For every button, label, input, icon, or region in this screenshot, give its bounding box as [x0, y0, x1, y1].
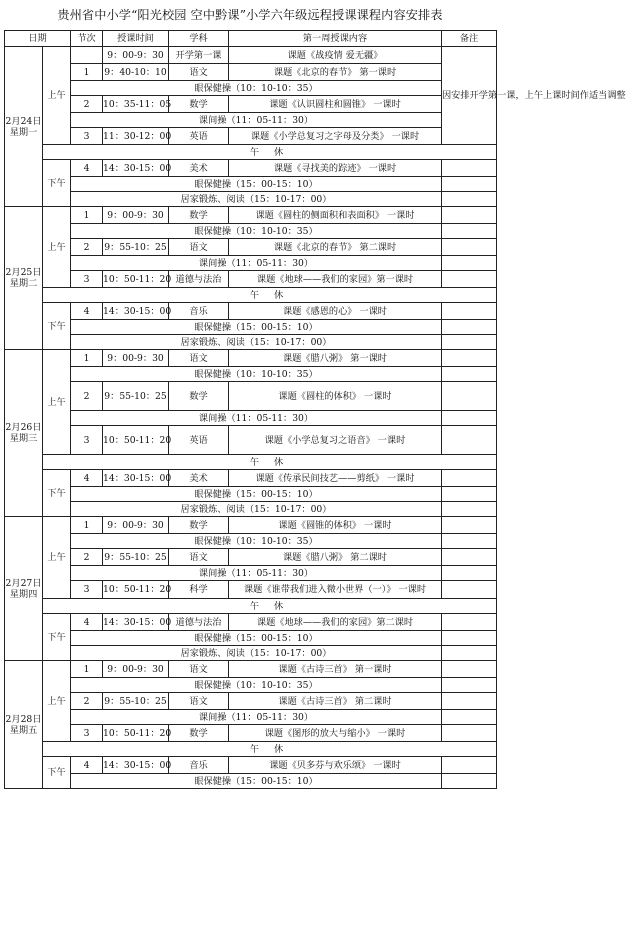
break-row [5, 320, 497, 335]
time-cell: 10：50-11：20 [103, 581, 169, 599]
subject-cell: 语文 [169, 64, 229, 81]
period-cell: 4 [71, 470, 103, 487]
time-cell: 9：00-9：30 [103, 207, 169, 224]
time-cell: 9：55-10：25 [103, 549, 169, 566]
header-period: 节次 [71, 31, 103, 47]
morning-label: 上午 [43, 207, 71, 288]
note-empty-cell [442, 239, 497, 256]
content-cell: 课题《图形的放大与缩小》 一课时 [229, 725, 442, 742]
break-row [5, 710, 497, 725]
afternoon-label: 下午 [43, 757, 71, 789]
note-empty-cell [442, 725, 497, 742]
break-row [5, 502, 497, 517]
lunch-label: 午 休 [43, 742, 497, 757]
content-cell: 课题《小学总复习之字母及分类》 一课时 [229, 128, 442, 145]
period-cell: 3 [71, 725, 103, 742]
content-cell: 课题《认识圆柱和圆锥》 一课时 [229, 96, 442, 113]
date-cell: 2月26日 星期三 [5, 350, 43, 517]
lesson-row [5, 757, 497, 774]
time-cell: 9：00-9：30 [103, 47, 169, 64]
note-empty-cell [442, 303, 497, 320]
content-cell: 课题《古诗三首》 第二课时 [229, 693, 442, 710]
break-row [5, 487, 497, 502]
page-title: 贵州省中小学“阳光校园 空中黔课”小学六年级远程授课课程内容安排表 [57, 8, 443, 22]
break-cell: 课间操（11：05-11：30） [71, 710, 442, 725]
morning-label: 上午 [43, 47, 71, 145]
break-cell: 眼保健操（10：10-10：35） [71, 367, 442, 382]
break-cell: 眼保健操（10：10-10：35） [71, 534, 442, 549]
subject-cell: 美术 [169, 470, 229, 487]
date-cell: 2月28日 星期五 [5, 661, 43, 789]
subject-cell: 英语 [169, 426, 229, 455]
lesson-row [5, 47, 497, 64]
note-empty-cell [442, 160, 497, 177]
subject-cell: 数学 [169, 517, 229, 534]
break-cell: 居家锻炼、阅读（15：10-17：00） [71, 502, 442, 517]
period-cell: 1 [71, 661, 103, 678]
lunch-label: 午 休 [43, 599, 497, 614]
period-cell [71, 47, 103, 64]
lesson-row [5, 693, 497, 710]
break-cell: 眼保健操（10：10-10：35） [71, 678, 442, 693]
lesson-row [5, 160, 497, 177]
note-empty-cell [442, 631, 497, 646]
content-cell: 课题《腊八粥》 第二课时 [229, 549, 442, 566]
break-row [5, 192, 497, 207]
time-cell: 9：00-9：30 [103, 350, 169, 367]
period-cell: 2 [71, 96, 103, 113]
break-row [5, 256, 497, 271]
subject-cell: 科学 [169, 581, 229, 599]
content-cell: 课题《传承民间技艺——剪纸》 一课时 [229, 470, 442, 487]
note-empty-cell [442, 614, 497, 631]
lesson-row [5, 271, 497, 288]
lesson-row [5, 350, 497, 367]
time-cell: 14：30-15：00 [103, 614, 169, 631]
subject-cell: 数学 [169, 96, 229, 113]
break-row [5, 774, 497, 789]
note-empty-cell [442, 693, 497, 710]
note-empty-cell [442, 382, 497, 411]
break-cell: 眼保健操（15：00-15：10） [71, 774, 442, 789]
lesson-row [5, 207, 497, 224]
note-empty-cell [442, 192, 497, 207]
lesson-row [5, 426, 497, 455]
note-cell: 因安排开学第一课，上午上课时间作适当调整 [442, 47, 497, 145]
note-empty-cell [442, 350, 497, 367]
subject-cell: 道德与法治 [169, 614, 229, 631]
lunch-row [5, 288, 497, 303]
note-empty-cell [442, 581, 497, 599]
morning-label: 上午 [43, 661, 71, 742]
time-cell: 14：30-15：00 [103, 757, 169, 774]
content-cell: 课题《北京的春节》 第一课时 [229, 64, 442, 81]
note-empty-cell [442, 320, 497, 335]
time-cell: 9：40-10：10 [103, 64, 169, 81]
break-row [5, 367, 497, 382]
period-cell: 3 [71, 426, 103, 455]
note-empty-cell [442, 566, 497, 581]
header-subject: 学科 [169, 31, 229, 47]
period-cell: 4 [71, 614, 103, 631]
period-cell: 2 [71, 549, 103, 566]
subject-cell: 语文 [169, 350, 229, 367]
lesson-row [5, 517, 497, 534]
header-row [5, 31, 497, 47]
period-cell: 1 [71, 64, 103, 81]
note-empty-cell [442, 678, 497, 693]
note-empty-cell [442, 661, 497, 678]
content-cell: 课题《贝多芬与欢乐颂》 一课时 [229, 757, 442, 774]
period-cell: 4 [71, 303, 103, 320]
period-cell: 4 [71, 160, 103, 177]
break-row [5, 177, 497, 192]
content-cell: 课题《地球——我们的家园》第二课时 [229, 614, 442, 631]
lunch-label: 午 休 [43, 455, 497, 470]
lesson-row [5, 96, 497, 113]
time-cell: 14：30-15：00 [103, 160, 169, 177]
lunch-row [5, 145, 497, 160]
afternoon-label: 下午 [43, 160, 71, 207]
content-cell: 课题《地球——我们的家园》第一课时 [229, 271, 442, 288]
lesson-row [5, 64, 497, 81]
subject-cell: 开学第一课 [169, 47, 229, 64]
content-cell: 课题《寻找美的踪迹》 一课时 [229, 160, 442, 177]
lesson-row [5, 614, 497, 631]
note-empty-cell [442, 177, 497, 192]
lesson-row [5, 239, 497, 256]
note-empty-cell [442, 517, 497, 534]
header-date: 日期 [5, 31, 71, 47]
header-time: 授课时间 [103, 31, 169, 47]
subject-cell: 英语 [169, 128, 229, 145]
break-cell: 居家锻炼、阅读（15：10-17：00） [71, 646, 442, 661]
afternoon-label: 下午 [43, 303, 71, 350]
note-empty-cell [442, 470, 497, 487]
period-cell: 4 [71, 757, 103, 774]
content-cell: 课题《圆柱的体积》 一课时 [229, 382, 442, 411]
lesson-row [5, 303, 497, 320]
lesson-row [5, 549, 497, 566]
schedule-body [5, 47, 626, 789]
content-cell: 课题《小学总复习之语音》 一课时 [229, 426, 442, 455]
note-empty-cell [442, 774, 497, 789]
lunch-row [5, 599, 497, 614]
break-cell: 眼保健操（10：10-10：35） [71, 81, 442, 96]
break-row [5, 678, 497, 693]
break-row [5, 534, 497, 549]
break-cell: 课间操（11：05-11：30） [71, 411, 442, 426]
subject-cell: 数学 [169, 382, 229, 411]
period-cell: 3 [71, 581, 103, 599]
note-empty-cell [442, 367, 497, 382]
time-cell: 10：50-11：20 [103, 725, 169, 742]
time-cell: 9：00-9：30 [103, 517, 169, 534]
afternoon-label: 下午 [43, 614, 71, 661]
note-empty-cell [442, 549, 497, 566]
note-empty-cell [442, 534, 497, 549]
note-empty-cell [442, 710, 497, 725]
time-cell: 9：55-10：25 [103, 239, 169, 256]
lesson-row [5, 725, 497, 742]
note-empty-cell [442, 502, 497, 517]
subject-cell: 语文 [169, 693, 229, 710]
subject-cell: 美术 [169, 160, 229, 177]
break-cell: 课间操（11：05-11：30） [71, 113, 442, 128]
content-cell: 课题《谁带我们进入微小世界（一）》 一课时 [229, 581, 442, 599]
morning-label: 上午 [43, 350, 71, 455]
content-cell: 课题《北京的春节》 第二课时 [229, 239, 442, 256]
note-empty-cell [442, 271, 497, 288]
break-cell: 课间操（11：05-11：30） [71, 566, 442, 581]
break-row [5, 224, 497, 239]
period-cell: 1 [71, 517, 103, 534]
subject-cell: 音乐 [169, 303, 229, 320]
break-cell: 眼保健操（15：00-15：10） [71, 487, 442, 502]
time-cell: 9：55-10：25 [103, 693, 169, 710]
break-cell: 课间操（11：05-11：30） [71, 256, 442, 271]
break-row [5, 646, 497, 661]
time-cell: 9：00-9：30 [103, 661, 169, 678]
date-cell: 2月25日 星期二 [5, 207, 43, 350]
subject-cell: 语文 [169, 239, 229, 256]
time-cell: 10：50-11：20 [103, 271, 169, 288]
note-empty-cell [442, 224, 497, 239]
subject-cell: 数学 [169, 725, 229, 742]
break-row [5, 335, 497, 350]
break-cell: 眼保健操（15：00-15：10） [71, 631, 442, 646]
subject-cell: 道德与法治 [169, 271, 229, 288]
period-cell: 1 [71, 207, 103, 224]
lunch-label: 午 休 [43, 145, 497, 160]
period-cell: 3 [71, 271, 103, 288]
period-cell: 2 [71, 382, 103, 411]
break-cell: 眼保健操（15：00-15：10） [71, 177, 442, 192]
schedule-table [4, 30, 626, 789]
break-row [5, 411, 497, 426]
date-cell: 2月24日 星期一 [5, 47, 43, 207]
lesson-row [5, 382, 497, 411]
time-cell: 14：30-15：00 [103, 303, 169, 320]
note-empty-cell [442, 207, 497, 224]
period-cell: 3 [71, 128, 103, 145]
lesson-row [5, 470, 497, 487]
lesson-row [5, 581, 497, 599]
break-row [5, 631, 497, 646]
subject-cell: 数学 [169, 207, 229, 224]
time-cell: 10：35-11：05 [103, 96, 169, 113]
content-cell: 课题《腊八粥》 第一课时 [229, 350, 442, 367]
header-content: 第一周授课内容 [229, 31, 442, 47]
note-empty-cell [442, 335, 497, 350]
period-cell: 2 [71, 693, 103, 710]
subject-cell: 语文 [169, 549, 229, 566]
break-cell: 眼保健操（15：00-15：10） [71, 320, 442, 335]
note-empty-cell [442, 426, 497, 455]
break-cell: 眼保健操（10：10-10：35） [71, 224, 442, 239]
lesson-row [5, 128, 497, 145]
content-cell: 课题《圆锥的体积》 一课时 [229, 517, 442, 534]
note-empty-cell [442, 646, 497, 661]
time-cell: 9：55-10：25 [103, 382, 169, 411]
subject-cell: 音乐 [169, 757, 229, 774]
content-cell: 课题《圆柱的侧面积和表面积》 一课时 [229, 207, 442, 224]
content-cell: 课题《感恩的心》 一课时 [229, 303, 442, 320]
time-cell: 14：30-15：00 [103, 470, 169, 487]
time-cell: 11：30-12：00 [103, 128, 169, 145]
note-empty-cell [442, 487, 497, 502]
note-empty-cell [442, 757, 497, 774]
content-cell: 课题《战疫情 爱无疆》 [229, 47, 442, 64]
break-cell: 居家锻炼、阅读（15：10-17：00） [71, 335, 442, 350]
afternoon-label: 下午 [43, 470, 71, 517]
period-cell: 2 [71, 239, 103, 256]
morning-label: 上午 [43, 517, 71, 599]
break-cell: 居家锻炼、阅读（15：10-17：00） [71, 192, 442, 207]
break-row [5, 566, 497, 581]
period-cell: 1 [71, 350, 103, 367]
note-empty-cell [442, 256, 497, 271]
break-row [5, 81, 497, 96]
note-empty-cell [442, 411, 497, 426]
lunch-row [5, 742, 497, 757]
subject-cell: 语文 [169, 661, 229, 678]
lunch-row [5, 455, 497, 470]
lunch-label: 午 休 [43, 288, 497, 303]
content-cell: 课题《古诗三首》 第一课时 [229, 661, 442, 678]
date-cell: 2月27日 星期四 [5, 517, 43, 661]
lesson-row [5, 661, 497, 678]
header-note: 备注 [442, 31, 497, 47]
break-row [5, 113, 497, 128]
time-cell: 10：50-11：20 [103, 426, 169, 455]
